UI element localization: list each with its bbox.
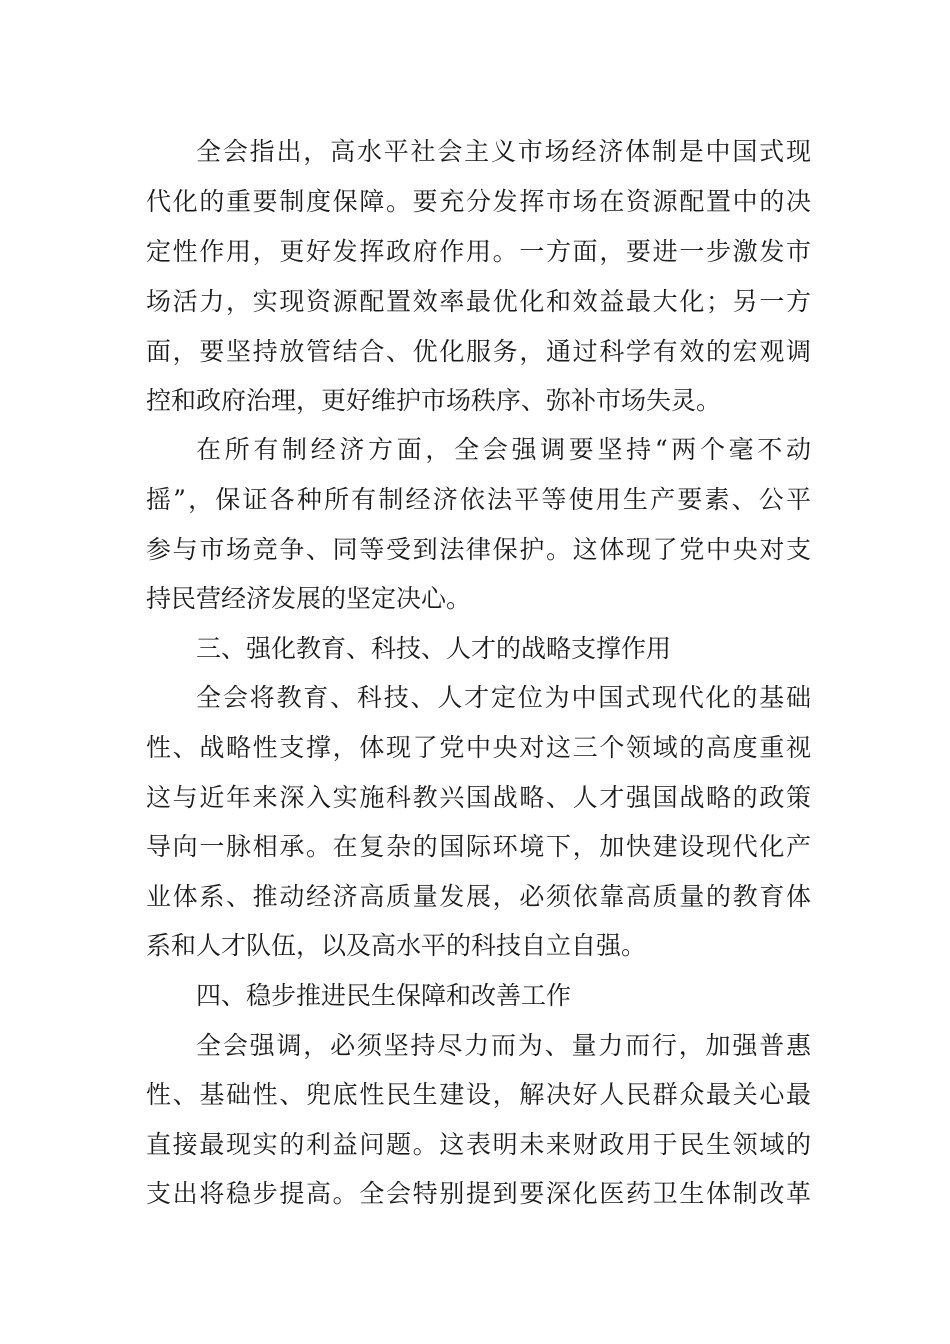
paragraph-line: 参与市场竞争、同等受到法律保护。这体现了党中央对支 bbox=[146, 535, 811, 564]
paragraph-line: 控和政府治理，更好维护市场秩序、弥补市场失灵。 bbox=[146, 386, 722, 415]
paragraph-line: 性、基础性、兜底性民生建设，解决好人民群众最关心最 bbox=[146, 1080, 811, 1109]
paragraph-line: 持民营经济发展的坚定决心。 bbox=[146, 584, 472, 613]
paragraph-line: 面，要坚持放管结合、优化服务，通过科学有效的宏观调 bbox=[146, 337, 811, 366]
paragraph-line: 这与近年来深入实施科教兴国战略、人才强国战略的政策 bbox=[146, 783, 811, 812]
paragraph-line: 代化的重要制度保障。要充分发挥市场在资源配置中的决 bbox=[146, 187, 811, 216]
paragraph-line: 系和人才队伍，以及高水平的科技自立自强。 bbox=[146, 931, 647, 960]
paragraph-line: 在所有制经济方面，全会强调要坚持“两个毫不动 bbox=[196, 435, 811, 464]
paragraph-line: 场活力，实现资源配置效率最优化和效益最大化；另一方 bbox=[146, 287, 811, 316]
paragraph-line: 全会将教育、科技、人才定位为中国式现代化的基础 bbox=[196, 683, 811, 712]
paragraph-line: 定性作用，更好发挥政府作用。一方面，要进一步激发市 bbox=[146, 237, 811, 266]
paragraph-line: 全会强调，必须坚持尽力而为、量力而行，加强普惠 bbox=[196, 1031, 811, 1060]
paragraph-line: 业体系、推动经济高质量发展，必须依靠高质量的教育体 bbox=[146, 882, 811, 911]
paragraph-line: 支出将稳步提高。全会特别提到要深化医药卫生体制改革 bbox=[146, 1179, 811, 1208]
paragraph-line: 直接最现实的利益问题。这表明未来财政用于民生领域的 bbox=[146, 1130, 811, 1159]
paragraph-line: 性、战略性支撑，体现了党中央对这三个领域的高度重视 bbox=[146, 733, 811, 762]
section-heading: 三、强化教育、科技、人才的战略支撑作用 bbox=[196, 634, 672, 663]
paragraph-line: 摇”，保证各种所有制经济依法平等使用生产要素、公平 bbox=[146, 485, 811, 514]
paragraph-line: 导向一脉相承。在复杂的国际环境下，加快建设现代化产 bbox=[146, 832, 811, 861]
section-heading: 四、稳步推进民生保障和改善工作 bbox=[196, 981, 572, 1010]
paragraph-line: 全会指出，高水平社会主义市场经济体制是中国式现 bbox=[196, 137, 811, 166]
